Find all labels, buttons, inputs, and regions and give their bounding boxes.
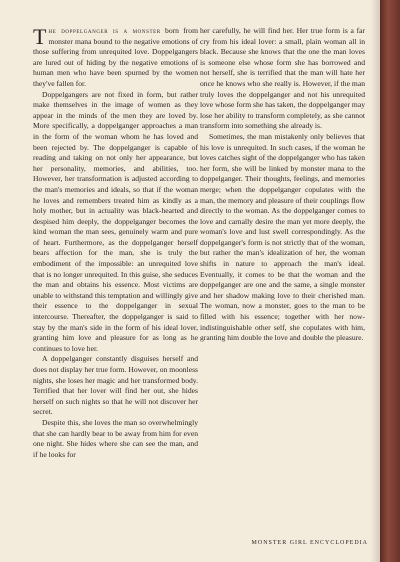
body-paragraph: Doppelgangers are not fixed in form, but rather make themselves in the image of women as they appear in the minds of the men they are loved by. More specifically, a doppelganger approaches a man in the form of the woman whom he has loved and been rejected by. The doppelganger is capable of reading and taking on not only her appearance, but her personality, memories, and abilities, too. However, her transformation is adjusted according to the man's memories and ideals, so that if the woman he loves and remembers treated him as kindly as a holy mother, but in actuality was black-hearted and despised him deeply, the doppelganger becomes the kind woman the man sees, genuinely warm and pure of heart. Furthermore, as the doppelganger herself bears affection for the man, she is truly the embodiment of the impossible: an unrequited love that is no longer unrequited. In this guise, she seduces the man and obtains his essence. Most victims are unable to withstand this temptation and willingly give their essence to the doppelganger in sexual intercourse. Thereafter, the doppelganger is said to stay by the man's side in the form of his ideal lover, granting him love and pleasure for as long as he continues to love her. [33,89,198,353]
text-column-left [33,26,198,460]
text-column-right [200,26,365,344]
body-paragraph: A doppelganger constantly disguises herself and does not display her true form. However, on moonless nights, she loses her magic and her transformed body. Terrified that her lover will find her out, she hides herself on such nights so that he will not discover her secret. [33,354,198,417]
running-footer-title: MONSTER GIRL ENCYCLOPEDIA [251,540,368,546]
book-spine-edge [380,0,400,562]
body-paragraph: Despite this, she loves the man so overwhelmingly that she can hardly bear to be away from him for even one night. She hides where she can see the man, and if he looks for [33,417,198,459]
intro-paragraph [33,26,198,90]
lead-text: born from monster mana bound to the negative emotions of those suffering from unrequited love. Doppelgangers are lured out of hiding by the negative emotions of human men who have been spurned by the women they've fallen for. [33,26,198,88]
drop-cap: T [33,24,47,49]
body-paragraph: Sometimes, the man mistakenly only believes that his love is unrequited. In such cases, if the woman he loves catches sight of the doppelganger who has taken her form, she will be linked by monster mana to the doppelganger. Their thoughts, feelings, and memories merge; when the doppelganger copulates with the man, the memory and pleasure of their couplings flow directly to the woman. As the doppelganger comes to love and carnally desire the man yet more deeply, the woman's love and lust swell correspondingly. As the doppelganger's form is not strictly that of the woman, but rather the man's idealization of her, the woman shifts in nature to approach the man's ideal. Eventually, it comes to be that the woman and the doppelganger are one and the same, a single monster and her shadow making love to their cherished man. The woman, now a monster, goes to the man to be filled with his essence; together with her now-indistinguishable other self, she copulates with him, granting him double the love and double the pleasure. [200,131,365,343]
lead-smallcaps: he doppelganger is a monster [48,26,161,35]
continued-paragraph: her carefully, he will find her. Her true form is a far cry from his ideal lover: a small, plain woman all in black. Because she knows that the one the man loves is someone else whose form she has borrowed and not herself, she is terrified that the man will hate her once he knows who she really is. However, if the man truly loves the doppelganger and not his unrequited love whose form she has taken, the doppelganger may lose her ability to transform completely, as she cannot transform into something she already is. [200,26,365,131]
